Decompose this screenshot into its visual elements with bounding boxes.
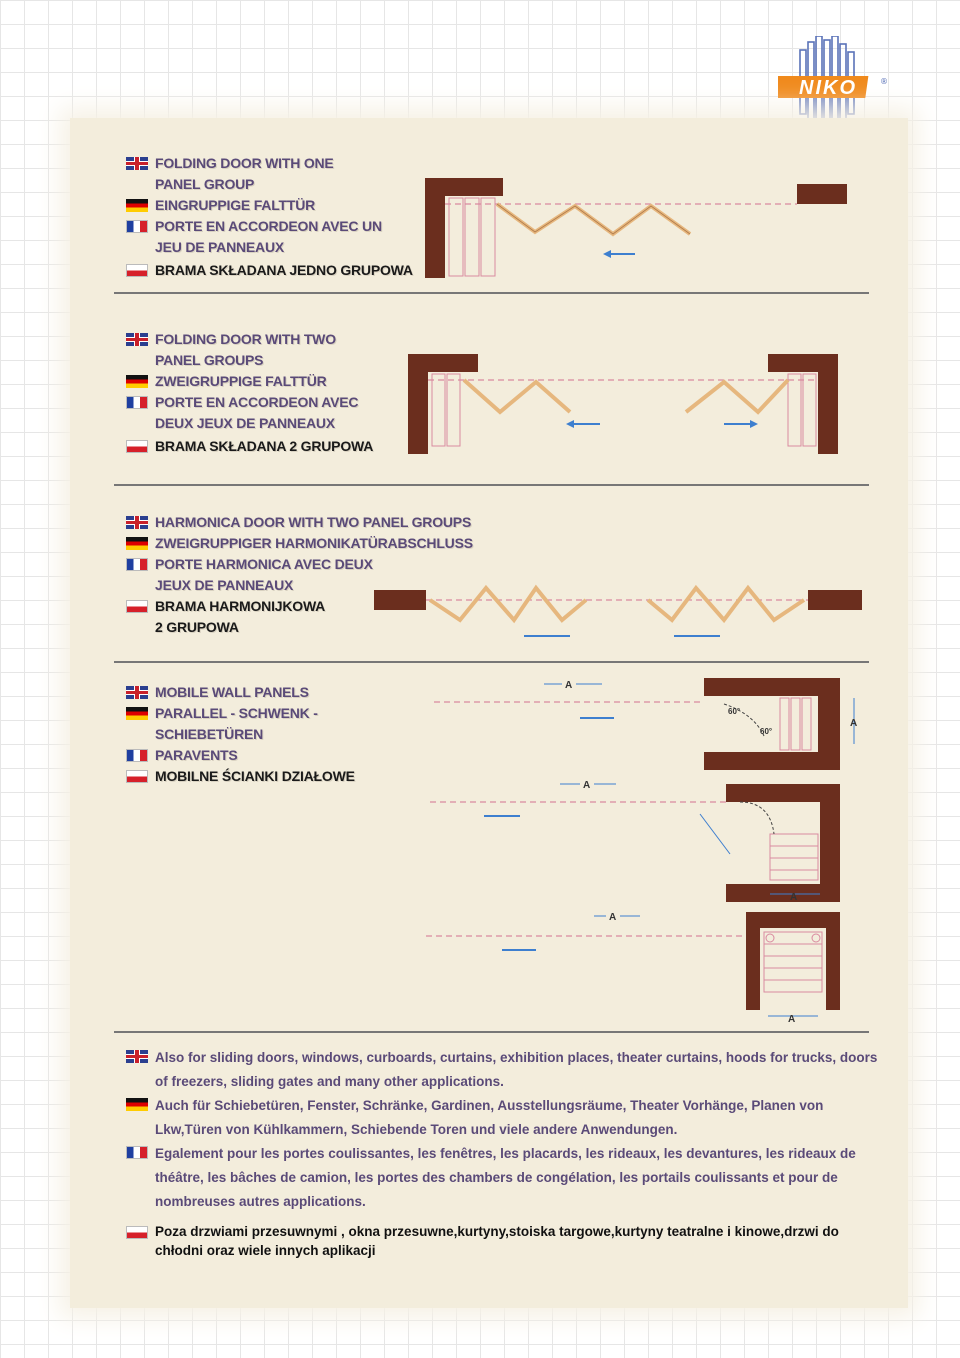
uk-flag-icon	[126, 1050, 148, 1063]
harmonica-door-diagram	[374, 580, 864, 650]
label-fr: PARAVENTS	[155, 747, 238, 763]
folding-door-two-groups-diagram	[408, 354, 848, 464]
label-pl: MOBILNE ŚCIANKI DZIAŁOWE	[155, 768, 355, 784]
dimension-a-label: A	[788, 1014, 796, 1025]
dimension-a-label: A	[565, 680, 573, 691]
separator	[114, 661, 869, 663]
fr-flag-icon	[126, 558, 148, 571]
registered-mark: ®	[880, 77, 888, 86]
angle-label: 60°	[728, 707, 741, 716]
de-flag-icon	[126, 1098, 148, 1111]
label-fr: PORTE EN ACCORDEON AVEC DEUX JEUX DE PANNEAUX	[155, 394, 359, 431]
fr-flag-icon	[126, 220, 148, 233]
label-pl: BRAMA SKŁADANA JEDNO GRUPOWA	[155, 262, 413, 278]
separator	[114, 484, 869, 486]
dimension-a-label: A	[583, 780, 591, 791]
dimension-a-label: A	[609, 912, 617, 923]
section-4-labels	[126, 682, 355, 787]
label-en: FOLDING DOOR WITH ONE PANEL GROUP	[155, 155, 334, 192]
folding-door-one-group-diagram	[425, 178, 855, 288]
separator	[114, 1031, 869, 1033]
uk-flag-icon	[126, 333, 148, 346]
content-panel	[70, 118, 908, 1308]
dimension-a-label: A	[850, 718, 858, 729]
label-pl: BRAMA HARMONIJKOWA 2 GRUPOWA	[155, 598, 326, 635]
fr-flag-icon	[126, 749, 148, 762]
label-de: ZWEIGRUPPIGER HARMONIKATÜRABSCHLUSS	[155, 535, 473, 551]
label-pl: BRAMA SKŁADANA 2 GRUPOWA	[155, 438, 374, 454]
label-fr: PORTE HARMONICA AVEC DEUX JEUX DE PANNEAUX	[155, 556, 373, 593]
mobile-wall-diagram-3	[426, 906, 846, 1026]
pl-flag-icon	[126, 440, 148, 453]
de-flag-icon	[126, 199, 148, 212]
label-en: HARMONICA DOOR WITH TWO PANEL GROUPS	[155, 514, 472, 530]
de-flag-icon	[126, 537, 148, 550]
label-de: ZWEIGRUPPIGE FALTTÜR	[155, 373, 327, 389]
label-en: MOBILE WALL PANELS	[155, 684, 309, 700]
pl-flag-icon	[126, 770, 148, 783]
section-2-labels	[126, 329, 373, 457]
de-flag-icon	[126, 375, 148, 388]
uk-flag-icon	[126, 686, 148, 699]
label-de: EINGRUPPIGE FALTTÜR	[155, 197, 316, 213]
brand-name: NIKO	[799, 77, 857, 99]
applications	[126, 1046, 886, 1260]
pl-flag-icon	[126, 264, 148, 277]
label-fr: PORTE EN ACCORDEON AVEC UN JEU DE PANNEAUX	[155, 218, 382, 255]
separator	[114, 292, 869, 294]
mobile-wall-diagram-2	[430, 774, 850, 914]
fr-flag-icon	[126, 396, 148, 409]
pl-flag-icon	[126, 1226, 148, 1239]
uk-flag-icon	[126, 157, 148, 170]
uk-flag-icon	[126, 516, 148, 529]
pl-flag-icon	[126, 600, 148, 613]
label-de: PARALLEL - SCHWENK - SCHIEBETÜREN	[155, 705, 318, 742]
mobile-wall-diagram-1	[434, 674, 874, 784]
angle-label: 60°	[760, 727, 773, 736]
dimension-a-label: A	[790, 892, 798, 903]
fr-flag-icon	[126, 1146, 148, 1159]
label-en: FOLDING DOOR WITH TWO PANEL GROUPS	[155, 331, 336, 368]
applications-de: Auch für Schiebetüren, Fenster, Schränke, Gardinen, Ausstellungsräume, Theater Vorhänge, Planen von Lkw,Türen von Kühlkammern, Schiebende Toren und viele andere Anwendungen.	[155, 1098, 824, 1137]
section-1-labels	[126, 153, 413, 281]
applications-fr: Egalement pour les portes coulissantes, les fenêtres, les placards, les rideaux, les devantures, les rideaux de théâtre, les bâches de camion, les portes des chambers de congélation, les portails coulissants et pour de nombreuses autres applications.	[155, 1146, 856, 1209]
applications-pl: Poza drzwiami przesuwnymi , okna przesuwne,kurtyny,stoiska targowe,kurtyny teatralne i kinowe,drzwi do chłodni oraz wiele innych aplikacji	[155, 1224, 839, 1258]
applications-en: Also for sliding doors, windows, curboards, curtains, exhibition places, theater curtains, hoods for trucks, doors of freezers, sliding gates and many other applications.	[155, 1050, 878, 1089]
de-flag-icon	[126, 707, 148, 720]
